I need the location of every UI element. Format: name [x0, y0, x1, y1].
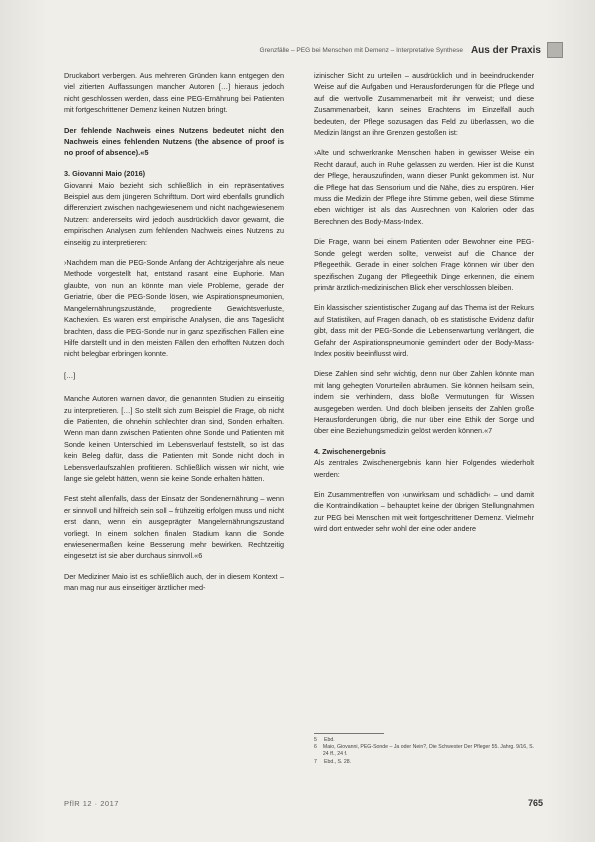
section-heading: 3. Giovanni Maio (2016)	[64, 169, 146, 179]
section-marker	[547, 42, 563, 58]
right-column	[314, 70, 534, 544]
quote-paragraph: ›Alte und schwerkranke Menschen haben in gewisser Weise ein Recht darauf, auch in Ruhe gelassen zu werden. Hier ist die Kunst der Pflege, herauszufinden, wann dieser Punkt gekommen ist. Nur die Pflege hat das Sensorium und die Nähe, dies zu erspüren. Hier muss die Medizin der Pflege ihre Stimme geben, weil diese Stimme eben wichtiger ist als das Ausrechnen von Kalorien oder das Berechnen des Body-Mass-Index.	[314, 148, 534, 226]
running-title: Grenzfälle – PEG bei Menschen mit Demenz – Interpretative Synthese	[259, 46, 463, 54]
section-heading: 4. Zwischenergebnis	[314, 446, 386, 456]
quote-paragraph: Die Frage, wann bei einem Patienten oder Bewohner eine PEG-Sonde gelegt werden sollte, verweist auf die Chance der Pflegeethik. Gerade in einer solchen Frage können wir über den spezifischen Zugang der Pflegeethik Dinge erkennen, die einem primär ärztlich-medizinischen Blick eher verschlossen bleiben.	[314, 237, 534, 292]
page-footer	[64, 796, 543, 810]
footnote-text: Ebd.	[324, 737, 335, 743]
footnote	[314, 737, 534, 744]
section-title: Aus der Praxis	[470, 44, 541, 56]
quote-paragraph: Fest steht allenfalls, dass der Einsatz der Sondenernährung – wenn er sinnvoll und hilfreich sein soll – frühzeitig erfolgen muss und nicht erst dann, wenn ein ausgeprägter Mangelernährungszustand vorliegt. In einem solchen finalen Stadium kann die Sonde erwiesenermaßen keine Besserung mehr bewirken. Rechtzeitig eingesetzt ist sie aber durchaus sinnvoll.«6	[64, 494, 284, 561]
footnote-number: 6	[314, 744, 317, 751]
journal-issue: PflR 12 · 2017	[64, 798, 119, 808]
paragraph: izinischer Sicht zu urteilen – ausdrücklich und in beeindruckender Weise auf die Aufgaben und Herausforderungen für die Pflege und auf die wertvolle Zusammenarbeit mit ihr verweist; und diese Zusammenarbeit, kann seines Erachtens im Einzelfall auch bedeuten, der Pflege sozusagen das Feld zu überlassen, wo die Medizin längst an ihre Grenzen gestoßen ist:	[314, 71, 534, 138]
bold-quote: Der fehlende Nachweis eines Nutzens bedeutet nicht den Nachweis eines fehlenden Nutzens (the absence of proof is no proof of absence).«5	[64, 125, 284, 158]
quote-paragraph: Ein klassischer szientistischer Zugang auf das Thema ist der Rekurs auf Statistiken, auf Fragen danach, ob es statistische Evidenz dafür gibt, dass mit der PEG-Sonde die Lebenserwartung verlängert, die Gefahr der Aspirationspneumonie gemindert oder der Body-Mass-Index positiv beeinflusst wird.	[314, 303, 534, 358]
footnote-number: 5	[314, 737, 317, 743]
footnote-rule	[314, 733, 384, 734]
quote-paragraph: ›Nachdem man die PEG-Sonde Anfang der Achtzigerjahre als neue Methode vorgestellt hat, entstand rasant eine Euphorie. Man glaubte, von nun an könnte man viele Probleme, gerade der Geriatrie, über die PEG-Sonde lösen, wie Aspirationspneumonien, Mangelernährungszustände, progrediente Gewichtsverluste, Kachexien. Es waren erst empirische Analysen, die ans Tageslicht brachten, dass die PEG-Sonde nur in ganz spezifischen Fällen eine Hilfe darstellt und in den meisten Fällen den erhofften Nutzen doch nicht belegbar erbringen konnte.	[64, 258, 284, 359]
paragraph: Druckabort verbergen. Aus mehreren Gründen kann entgegen den viel zitierten Auffassungen mancher Autoren […] hieraus jedoch nicht geschlossen werden, dass eine PEG-Ernährung bei Patienten mit fortgeschrittener Demenz keinen Nutzen bringt.	[64, 71, 284, 115]
footnote-text: Maio, Giovanni, PEG-Sonde – Ja oder Nein?, Die Schwester Der Pfleger 55. Jahrg. 9/16, S. 24 ff., 24 f.	[322, 744, 534, 758]
footnotes	[314, 733, 534, 766]
page-number: 765	[527, 798, 543, 808]
ellipsis: […]	[64, 370, 76, 380]
quote-paragraph: Manche Autoren warnen davor, die genannten Studien zu einseitig zu interpretieren. […] So stellt sich zum Beispiel die Frage, ob nicht die Patienten, die ohnehin schlechter dran sind, Sonden erhalten. Wenn man dann zwischen Patienten ohne Sonde und Patienten mit Sonde keinen Unterschied im Lebensverlauf feststellt, so ist das kein Beleg dafür, dass die Patienten mit Sonde nicht doch in Lebensverlaufszahlen profitieren. Schließlich wissen wir nicht, wie lange sie gelebt hätten, wenn sie keine Sonde erhalten hätten.	[64, 394, 284, 483]
footnote-text: Ebd., S. 28.	[324, 758, 352, 765]
left-column	[64, 70, 284, 603]
paragraph: Ein Zusammentreffen von ›unwirksam und schädlich‹ – und damit die Kontraindikation – behauptet keine der übrigen Stellungnahmen zur PEG bei Menschen mit weit fortgeschrittener Demenz. Vielmehr wird dort entweder sehr wohl der eine oder andere	[314, 490, 534, 534]
paragraph: Als zentrales Zwischenergebnis kann hier Folgendes wiederholt werden:	[314, 458, 534, 479]
paragraph: Der Mediziner Maio ist es schließlich auch, der in diesem Kontext – man mag nur aus einseitiger ärztlicher med-	[64, 571, 284, 593]
footnote	[314, 744, 534, 758]
footnote-number: 7	[314, 758, 317, 765]
paragraph: Giovanni Maio bezieht sich schließlich in ein repräsentatives Beispiel aus dem jüngeren Schrifttum. Dort wird ebenfalls grundlich differenziert zwischen nachgewiesenem und nicht nachgewiesenem Nutzen: andererseits wird jedoch ausdrücklich davor gewarnt, die empirischen Analysen zum fehlenden Nachweis eines Nutzens zu einseitig zu interpretieren:	[64, 180, 284, 247]
page-header	[60, 40, 563, 60]
quote-paragraph: Diese Zahlen sind sehr wichtig, denn nur über Zahlen könnte man mit lang gehegten Vorurteilen abräumen. Sie können heilsam sein, indem sie verhindern, dass bloße Vermutungen für Wissen ausgegeben werden. Und doch bleiben jenseits der Zahlen große Herausforderungen übrig, die nur über eine Ethik der Sorge und über eine Beziehungsmedizin gelöst werden können.«7	[314, 369, 534, 436]
footnote	[314, 759, 534, 766]
